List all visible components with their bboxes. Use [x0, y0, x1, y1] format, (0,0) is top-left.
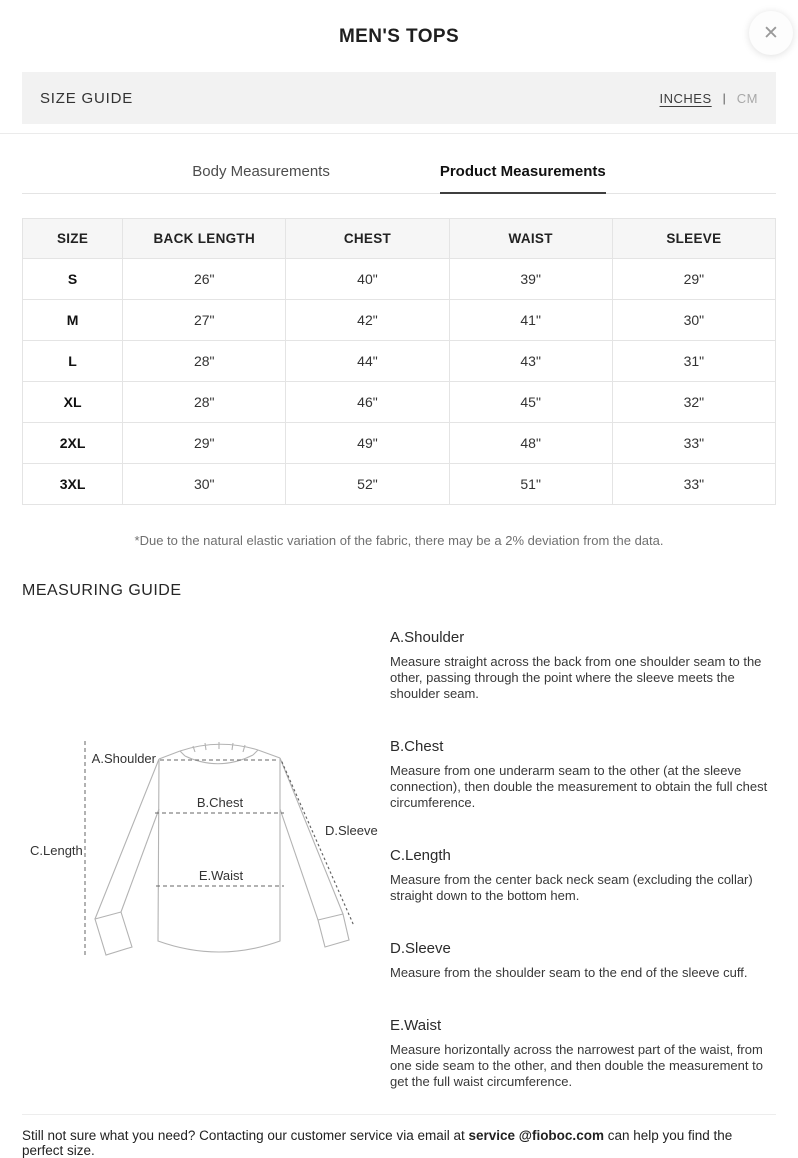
size-label: 3XL: [23, 464, 123, 505]
guide-section-waist: [390, 1017, 776, 1090]
table-row: [23, 300, 776, 341]
shirt-diagram-svg: [22, 623, 382, 973]
guide-section-length: [390, 847, 776, 904]
guide-section-title: B.Chest: [390, 738, 444, 755]
col-header-sleeve: SLEEVE: [612, 219, 775, 259]
unit-inches-button[interactable]: INCHES: [659, 90, 712, 106]
col-header-waist: WAIST: [449, 219, 612, 259]
table-row: [23, 259, 776, 300]
shirt-outline: [95, 742, 349, 955]
guide-section-chest: [390, 738, 776, 811]
diagram-label-shoulder: A.Shoulder: [91, 751, 156, 766]
guide-section-text: Measure from the shoulder seam to the end of the sleeve cuff.: [390, 965, 748, 980]
table-header-row: [23, 219, 776, 259]
cell-sleeve: 30": [612, 300, 775, 341]
guide-section-text: Measure horizontally across the narrowest part of the waist, from one side seam to the other, and then double the measurement to get the full waist circumference.: [390, 1042, 763, 1089]
table-row: [23, 464, 776, 505]
col-header-chest: CHEST: [286, 219, 449, 259]
cell-waist: 39": [449, 259, 612, 300]
cell-waist: 43": [449, 341, 612, 382]
cell-waist: 41": [449, 300, 612, 341]
cell-back-length: 26": [123, 259, 286, 300]
footer-text-before: Still not sure what you need? Contacting our customer service via email at: [22, 1128, 469, 1143]
size-label: L: [23, 341, 123, 382]
measuring-guide-sections: [390, 623, 776, 1090]
size-guide-heading: SIZE GUIDE: [40, 89, 134, 107]
cell-back-length: 27": [123, 300, 286, 341]
tab-body-measurements[interactable]: Body Measurements: [192, 163, 330, 180]
size-label: S: [23, 259, 123, 300]
col-header-back-length: BACK LENGTH: [123, 219, 286, 259]
size-table: [22, 218, 776, 505]
close-button[interactable]: [749, 11, 793, 55]
page-title: MEN'S TOPS: [338, 26, 460, 47]
table-row: [23, 341, 776, 382]
cell-back-length: 29": [123, 423, 286, 464]
guide-section-title: C.Length: [390, 847, 451, 864]
table-row: [23, 423, 776, 464]
cell-back-length: 28": [123, 382, 286, 423]
measuring-guide-heading: MEASURING GUIDE: [22, 582, 182, 599]
footer-divider: [22, 1114, 776, 1115]
guide-section-sleeve: [390, 940, 776, 981]
cell-waist: 48": [449, 423, 612, 464]
shirt-diagram: [22, 623, 382, 1090]
size-label: M: [23, 300, 123, 341]
unit-separator: |: [722, 91, 726, 105]
cell-waist: 45": [449, 382, 612, 423]
guide-section-title: A.Shoulder: [390, 629, 465, 646]
cell-chest: 40": [286, 259, 449, 300]
measuring-guide: [22, 623, 776, 1090]
cell-chest: 44": [286, 341, 449, 382]
cell-chest: 52": [286, 464, 449, 505]
tab-product-measurements[interactable]: Product Measurements: [440, 164, 606, 194]
cell-sleeve: 33": [612, 464, 775, 505]
support-email: service @fioboc.com: [468, 1128, 604, 1143]
table-row: [23, 382, 776, 423]
cell-waist: 51": [449, 464, 612, 505]
cell-back-length: 30": [123, 464, 286, 505]
deviation-note: *Due to the natural elastic variation of the fabric, there may be a 2% deviation from the data.: [134, 533, 664, 548]
diagram-label-waist: E.Waist: [198, 868, 244, 883]
cell-back-length: 28": [123, 341, 286, 382]
diagram-label-length: C.Length: [30, 843, 83, 858]
guide-section-title: D.Sleeve: [390, 940, 451, 957]
footer-text-after: can help you find the perfect size.: [22, 1128, 733, 1158]
guide-section-text: Measure from the center back neck seam (excluding the collar) straight down to the bottom hem.: [390, 872, 753, 903]
unit-cm-button[interactable]: CM: [736, 90, 758, 106]
guide-section-text: Measure straight across the back from one shoulder seam to the other, passing through the point where the sleeve meets the shoulder seam.: [390, 654, 762, 701]
diagram-label-sleeve: D.Sleeve: [325, 823, 378, 838]
cell-chest: 42": [286, 300, 449, 341]
footer-help-text: [22, 1128, 776, 1158]
measurement-tabs: [22, 134, 776, 194]
cell-sleeve: 32": [612, 382, 775, 423]
cell-chest: 49": [286, 423, 449, 464]
guide-section-title: E.Waist: [390, 1017, 442, 1034]
guide-section-shoulder: [390, 629, 776, 702]
diagram-label-chest: B.Chest: [196, 795, 244, 810]
cell-chest: 46": [286, 382, 449, 423]
guide-section-text: Measure from one underarm seam to the other (at the sleeve connection), then double the measurement to obtain the full chest circumference.: [390, 763, 768, 810]
size-label: 2XL: [23, 423, 123, 464]
sleeve-measure-line: [282, 762, 354, 926]
close-icon: ✕: [763, 22, 779, 44]
cell-sleeve: 29": [612, 259, 775, 300]
modal-header: [0, 0, 798, 49]
size-label: XL: [23, 382, 123, 423]
size-guide-bar: [22, 72, 776, 124]
col-header-size: SIZE: [23, 219, 123, 259]
cell-sleeve: 31": [612, 341, 775, 382]
cell-sleeve: 33": [612, 423, 775, 464]
unit-toggle: [660, 91, 758, 106]
